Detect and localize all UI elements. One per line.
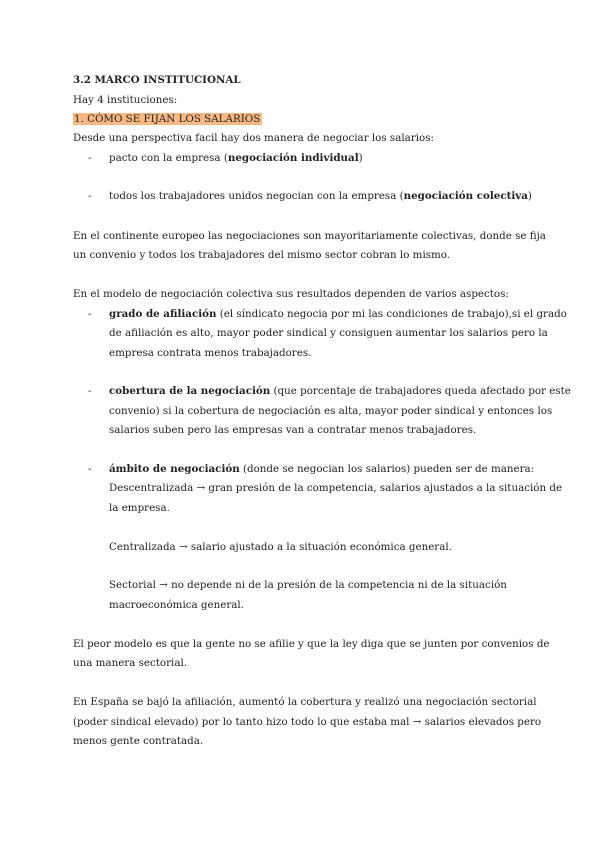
highlighted-title: 1. CÓMO SE FIJAN LOS SALARIOS (74, 113, 261, 125)
bullet-colectiva: todos los trabajadores unidos negocian con la empresa (negociación colectiva) (109, 190, 532, 202)
aspect-ambito-sectorial-line-2: macroeconómica general. (109, 599, 244, 611)
aspect-afiliacion-line-3: empresa contrata menos trabajadores. (109, 347, 312, 359)
aspect-afiliacion-line-2: de afiliación es alto, mayor poder sindical y consiguen aumentar los salarios pero la (109, 327, 548, 339)
aspect-afiliacion-line-1: grado de afiliación (el síndicato negocia por mi las condiciones de trabajo),si el grado (109, 308, 567, 320)
aspect-cobertura-line-3: salarios suben pero las empresas van a contratar menos trabajadores. (109, 424, 477, 436)
aspect-cobertura-line-1: cobertura de la negociación (que porcentaje de trabajadores queda afectado por este (109, 385, 571, 397)
bullet-individual: pacto con la empresa (negociación individual) (109, 152, 363, 164)
paragraph-1: Desde una perspectiva facil hay dos manera de negociar los salarios: (73, 132, 434, 144)
paragraph-4-line-2: una manera sectorial. (73, 657, 188, 669)
paragraph-5-line-2: (poder sindical elevado) por lo tanto hizo todo lo que estaba mal → salarios elevados pero (73, 716, 542, 728)
paragraph-3: En el modelo de negociación colectiva sus resultados dependen de varios aspectos: (73, 288, 509, 300)
paragraph-5-line-1: En España se bajó la afiliación, aumentó la cobertura y realizó una negociación sectorial (73, 696, 537, 708)
paragraph-2-line-1: En el continente europeo las negociaciones son mayoritariamente colectivas, donde se fija (73, 230, 546, 242)
section-heading: 3.2 MARCO INSTITUCIONAL (73, 74, 241, 86)
aspect-ambito-sectorial-line-1: Sectorial → no depende ni de la presión de la competencia ni de la situación (109, 579, 507, 591)
aspect-ambito-line-2: Descentralizada → gran presión de la competencia, salarios ajustados a la situación de (109, 482, 563, 494)
paragraph-4-line-1: El peor modelo es que la gente no se afilie y que la ley diga que se junten por convenios de (73, 638, 550, 650)
aspect-ambito-line-1: ámbito de negociación (donde se negocian los salarios) pueden ser de manera: (109, 463, 535, 475)
bullet-dash: - (88, 463, 92, 475)
intro-text: Hay 4 instituciones: (73, 94, 178, 106)
bullet-dash: - (88, 308, 92, 320)
paragraph-2-line-2: un convenio y todos los trabajadores del mismo sector cobran lo mismo. (73, 249, 451, 261)
bullet-dash: - (88, 385, 92, 397)
bullet-dash: - (88, 190, 92, 202)
bullet-dash: - (88, 152, 92, 164)
aspect-cobertura-line-2: convenio) si la cobertura de negociación es alta, mayor poder sindical y entonces los (109, 405, 553, 417)
subsection-title (73, 110, 262, 130)
aspect-ambito-line-3: la empresa. (109, 502, 170, 514)
aspect-ambito-centralizada: Centralizada → salario ajustado a la situación económica general. (109, 541, 452, 553)
paragraph-5-line-3: menos gente contratada. (73, 735, 204, 747)
